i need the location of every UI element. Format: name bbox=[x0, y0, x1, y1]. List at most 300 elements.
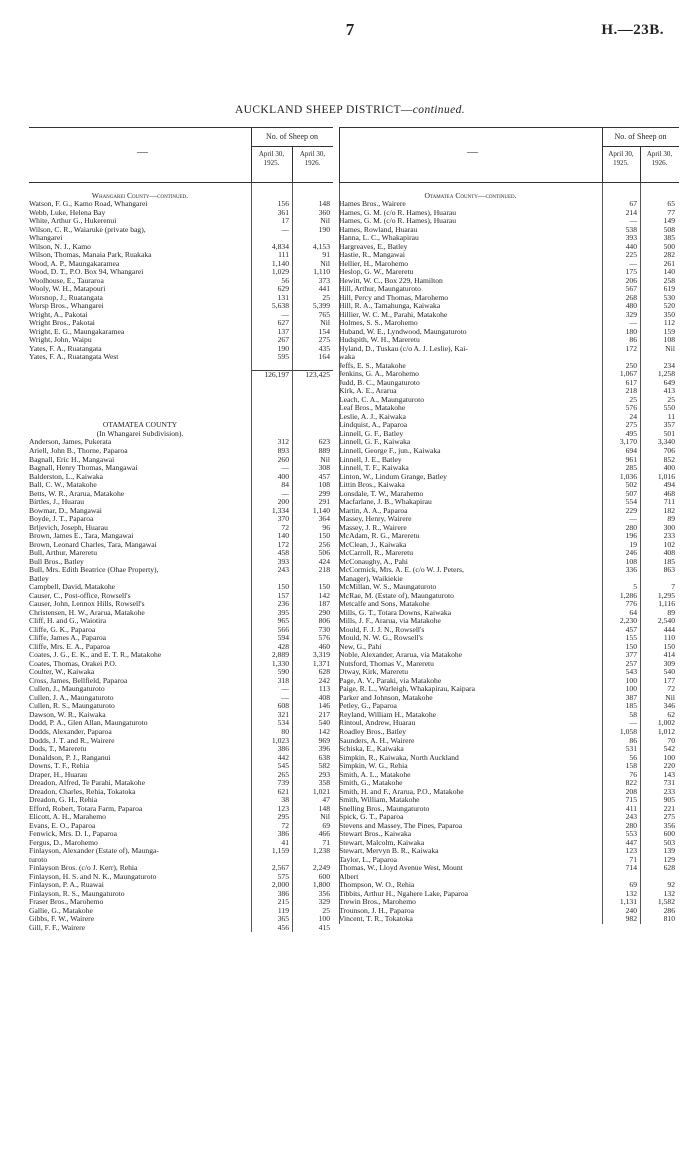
owner-name: Wright, John, Waipu bbox=[29, 336, 92, 345]
table-row bbox=[339, 251, 679, 260]
table-row bbox=[339, 345, 679, 354]
sheep-1925-cell: 257 bbox=[625, 658, 637, 668]
sheep-1926-cell bbox=[292, 183, 333, 192]
sheep-1926-cell: 234 bbox=[663, 360, 675, 370]
sheep-1926-cell: 7 bbox=[671, 582, 675, 592]
sheep-1926-cell: 628 bbox=[318, 667, 330, 677]
sheep-1925-cell: 982 bbox=[625, 914, 637, 924]
owner-name: Draper, H., Huarau bbox=[29, 770, 88, 779]
table-row bbox=[339, 702, 679, 711]
sheep-1925-cell: 190 bbox=[277, 343, 289, 353]
sheep-1925-cell: 361 bbox=[277, 207, 289, 217]
owner-name: Parker and Johnson, Matakohe bbox=[339, 693, 433, 702]
sheep-1925-cell bbox=[251, 404, 292, 413]
sheep-1926-cell: 142 bbox=[318, 590, 330, 600]
owner-name: Leach, C. A., Maungaturoto bbox=[339, 395, 424, 404]
owner-name: White, Arthur G., Hukerenui bbox=[29, 217, 117, 226]
sheep-1926-cell: 65 bbox=[667, 199, 675, 209]
sheep-1926-cell: 154 bbox=[318, 326, 330, 336]
owner-name: Dodd, P. A., Glen Allan, Maungaturoto bbox=[29, 719, 148, 728]
sheep-1926-cell: 810 bbox=[663, 914, 675, 924]
sheep-1926-cell: 1,371 bbox=[312, 658, 330, 668]
sheep-1926-cell: 468 bbox=[663, 488, 675, 498]
sheep-1926-cell: 1,800 bbox=[312, 880, 330, 890]
sheep-1925-cell: 776 bbox=[625, 599, 637, 609]
sheep-1925-cell: 240 bbox=[625, 905, 637, 915]
table-row bbox=[339, 328, 679, 337]
sheep-1925-cell: 196 bbox=[625, 531, 637, 541]
owner-name: Donaldson, P. J., Ranganui bbox=[29, 753, 111, 762]
owner-name: Wilson, Thomas, Manaia Park, Ruakaka bbox=[29, 251, 152, 260]
sheep-1925-cell: 86 bbox=[629, 735, 637, 745]
sheep-1926-cell: 520 bbox=[663, 301, 675, 311]
owner-name: Brown, Leonard Charles, Tara, Mangawai bbox=[29, 540, 157, 549]
sheep-1926-cell: 350 bbox=[663, 309, 675, 319]
owner-name bbox=[339, 183, 602, 192]
sheep-1925-cell bbox=[251, 396, 292, 405]
owner-name: Bull, Mrs. Edith Beatrice (Ohae Property), bbox=[29, 566, 159, 575]
sheep-1926-cell: 132 bbox=[663, 888, 675, 898]
sheep-1925-cell: 1,131 bbox=[619, 897, 637, 907]
sheep-1925-cell: 1,330 bbox=[271, 658, 289, 668]
owner-name: Smith, H. and F., Ararua, P.O., Matakohe bbox=[339, 787, 464, 796]
sheep-1926-cell: 346 bbox=[663, 701, 675, 711]
owner-name: Ball, C. W., Matakohe bbox=[29, 481, 97, 490]
sheep-1925-cell: 329 bbox=[625, 309, 637, 319]
section-heading bbox=[29, 421, 333, 430]
owner-name: Evans, E. O., Paparoa bbox=[29, 821, 96, 830]
sheep-1925-cell: 24 bbox=[629, 411, 637, 421]
sheep-1925-cell: 72 bbox=[281, 820, 289, 830]
sheep-1926-cell: 969 bbox=[318, 735, 330, 745]
sheep-1926-cell: 291 bbox=[318, 497, 330, 507]
sheep-1925-cell: 2,889 bbox=[271, 650, 289, 660]
owner-name: Massey, Henry, Wairere bbox=[339, 515, 412, 524]
sheep-1926-cell: 730 bbox=[318, 624, 330, 634]
sheep-1925-cell: 71 bbox=[629, 854, 637, 864]
sheep-1925-cell: — bbox=[629, 318, 637, 328]
sheep-1926-cell: 356 bbox=[663, 820, 675, 830]
sheep-1926-cell: 852 bbox=[663, 454, 675, 464]
sheep-1925-cell: 86 bbox=[629, 335, 637, 345]
sheep-1925-cell: 280 bbox=[625, 522, 637, 532]
sheep-1926-cell: Nil bbox=[320, 318, 330, 328]
sheep-1925-cell: 502 bbox=[625, 480, 637, 490]
owner-name: Yates, F. A., Ruatangata West bbox=[29, 353, 119, 362]
sheep-1925-cell: 400 bbox=[277, 471, 289, 481]
sheep-1926-cell bbox=[292, 413, 333, 422]
table-row bbox=[29, 566, 333, 575]
sheep-1925-cell: 100 bbox=[625, 675, 637, 685]
owner-name: Wood, A. P., Maungakaramea bbox=[29, 259, 120, 268]
owner-name: Finlayson, P. A., Ruawai bbox=[29, 881, 104, 890]
sheep-1926-cell: 258 bbox=[663, 275, 675, 285]
owner-name: Hewitt, W. C., Box 229, Hamilton bbox=[339, 276, 443, 285]
sheep-1925-cell: 208 bbox=[625, 786, 637, 796]
sheep-1926-cell: 706 bbox=[663, 445, 675, 455]
sheep-1926-cell: 293 bbox=[318, 769, 330, 779]
owner-name: Dreadon, Alfred, Te Parahi, Matakohe bbox=[29, 779, 145, 788]
owner-name bbox=[29, 387, 251, 396]
owner-name: Dodds, J. T. and R., Wairere bbox=[29, 736, 115, 745]
owner-name: Causer, John, Lennox Hills, Rowsell's bbox=[29, 600, 145, 609]
sheep-1926-cell: 415 bbox=[318, 922, 330, 932]
sheep-1925-cell: 246 bbox=[625, 548, 637, 558]
owner-name: Fenwick, Mrs. D. I., Paparoa bbox=[29, 830, 117, 839]
sheep-1925-cell: 172 bbox=[277, 539, 289, 549]
sheep-1926-cell bbox=[292, 362, 333, 371]
owner-name: Mould, F. J. J. N., Rowsell's bbox=[339, 625, 425, 634]
owner-name: Rintoul, Andrew, Huarau bbox=[339, 719, 416, 728]
owner-name: Linton, W., Lindum Grange, Batley bbox=[339, 472, 447, 481]
sheep-1925-cell: 386 bbox=[277, 744, 289, 754]
owner-name: Hill, Arthur, Maungaturoto bbox=[339, 285, 421, 294]
column-divider bbox=[339, 128, 340, 182]
owner-name: Bagnall, Henry Thomas, Mangawai bbox=[29, 464, 138, 473]
owner-name: Wright, E. G., Maungakaramea bbox=[29, 327, 125, 336]
owner-name: Huband, W. E., Lyndwood, Maungaturoto bbox=[339, 327, 467, 336]
sheep-1926-cell bbox=[640, 183, 678, 192]
sheep-1926-cell: 1,116 bbox=[658, 599, 675, 609]
owner-name: Hillier, W. C. M., Parahi, Matakohe bbox=[339, 310, 448, 319]
table-row bbox=[339, 209, 679, 218]
sheep-1925-cell: — bbox=[629, 216, 637, 226]
sheep-1926-cell: 185 bbox=[663, 556, 675, 566]
table-row bbox=[339, 311, 679, 320]
sheep-1925-cell: 456 bbox=[277, 922, 289, 932]
owner-name: Gill, F. F., Wairere bbox=[29, 923, 86, 932]
owner-name: Whangarei bbox=[29, 234, 63, 243]
owner-name: Hellier, H., Marohemo bbox=[339, 259, 409, 268]
sheep-1926-cell: 457 bbox=[318, 471, 330, 481]
sheep-1926-cell: 108 bbox=[663, 335, 675, 345]
owner-name: Cross, James, Bellfield, Paparoa bbox=[29, 676, 128, 685]
sheep-1925-cell: 715 bbox=[625, 795, 637, 805]
sheep-1926-cell: 441 bbox=[318, 284, 330, 294]
sheep-1926-cell: 540 bbox=[663, 667, 675, 677]
sheep-1925-cell: — bbox=[281, 463, 289, 473]
owner-name: Betts, W. R., Ararua, Matakohe bbox=[29, 489, 125, 498]
sheep-1925-cell: 123 bbox=[625, 846, 637, 856]
section-heading bbox=[339, 192, 679, 201]
sheep-1926-cell: Nil bbox=[320, 216, 330, 226]
right-table-body bbox=[339, 183, 679, 924]
owner-name: Wood, D. T., P.O. Box 94, Whangarei bbox=[29, 268, 144, 277]
sheep-1926-cell: 143 bbox=[663, 769, 675, 779]
sheep-1925-cell: 67 bbox=[629, 199, 637, 209]
sheep-1926-cell: 290 bbox=[318, 607, 330, 617]
sheep-1925-cell: 140 bbox=[277, 531, 289, 541]
sheep-1925-cell: 218 bbox=[625, 386, 637, 396]
owner-name: Leslie, A. J., Kaiwaka bbox=[339, 412, 406, 421]
owner-name: Coulter, W., Kaiwaka bbox=[29, 668, 95, 677]
sheep-1925-cell: 285 bbox=[625, 463, 637, 473]
sheep-1926-cell: 300 bbox=[663, 522, 675, 532]
sheep-1925-cell: 965 bbox=[277, 616, 289, 626]
sheep-1925-cell: 250 bbox=[625, 360, 637, 370]
owner-name: McRae, M. (Estate of), Maungaturoto bbox=[339, 591, 454, 600]
sheep-1926-cell: 3,340 bbox=[657, 437, 675, 447]
table-row bbox=[339, 404, 679, 413]
table-row bbox=[29, 183, 333, 192]
sheep-1925-cell: 1,067 bbox=[619, 369, 637, 379]
sheep-1926-cell: 299 bbox=[318, 488, 330, 498]
sheep-1925-cell: 365 bbox=[277, 914, 289, 924]
owner-name: Wright Bros., Pakotai bbox=[29, 319, 95, 328]
sheep-1926-cell: 600 bbox=[318, 871, 330, 881]
sheep-1925-cell: 575 bbox=[277, 871, 289, 881]
sheep-1925-cell: 76 bbox=[629, 769, 637, 779]
sheep-1926-cell: 159 bbox=[663, 326, 675, 336]
owner-name: Wooly, W. H., Matapouri bbox=[29, 285, 106, 294]
sheep-1925-cell: 594 bbox=[277, 633, 289, 643]
sheep-1925-cell: 442 bbox=[277, 752, 289, 762]
sheep-1926-cell: 765 bbox=[318, 309, 330, 319]
sheep-1926-cell: 47 bbox=[322, 795, 330, 805]
sheep-1925-cell: 617 bbox=[625, 377, 637, 387]
sheep-1926-cell: 3,319 bbox=[312, 650, 330, 660]
owner-name: Nutsford, Thomas V., Mareretu bbox=[339, 659, 434, 668]
owner-name: Lindquist, A., Paparoa bbox=[339, 421, 408, 430]
sheep-1926-cell: Nil bbox=[665, 692, 675, 702]
owner-name: Cliffe, Mrs. E. A., Paparoa bbox=[29, 642, 111, 651]
table-row bbox=[29, 396, 333, 405]
sheep-1925-cell: 157 bbox=[277, 590, 289, 600]
owner-name: Yates, F. A., Ruatangata bbox=[29, 344, 102, 353]
sheep-1925-cell: 5,638 bbox=[271, 301, 289, 311]
owner-name: McMillan, W. S., Maungaturoto bbox=[339, 583, 437, 592]
sheep-1926-cell: 806 bbox=[318, 616, 330, 626]
sheep-1925-cell: 395 bbox=[277, 607, 289, 617]
sheep-1925-cell: 590 bbox=[277, 667, 289, 677]
sheep-1926-cell: 460 bbox=[318, 641, 330, 651]
sheep-1925-cell: — bbox=[281, 309, 289, 319]
sheep-1926-cell: 309 bbox=[663, 658, 675, 668]
sheep-1926-cell: 62 bbox=[667, 709, 675, 719]
sheep-1926-cell: 140 bbox=[663, 267, 675, 277]
sheep-1926-cell: 11 bbox=[667, 411, 675, 421]
owner-name: Stevens and Massey, The Pines, Paparoa bbox=[339, 821, 463, 830]
sheep-1926-cell: 89 bbox=[667, 607, 675, 617]
sheep-1926-cell: 619 bbox=[663, 284, 675, 294]
column-divider bbox=[640, 183, 641, 924]
owner-name: Mould, N. W. G., Rowsell's bbox=[339, 634, 423, 643]
owner-name: OTAMATEA COUNTY bbox=[102, 421, 178, 430]
owner-name: McCarroll, R., Mareretu bbox=[339, 549, 414, 558]
sheep-1926-cell: 148 bbox=[318, 199, 330, 209]
sheep-1925-cell: — bbox=[629, 718, 637, 728]
sheep-1926-cell: 110 bbox=[663, 633, 675, 643]
owner-name: Albert bbox=[339, 872, 359, 881]
page-title bbox=[0, 104, 700, 116]
sheep-1925-cell: 566 bbox=[277, 624, 289, 634]
sheep-1925-cell: 137 bbox=[277, 326, 289, 336]
owner-name: Trounson, J. H., Paparoa bbox=[339, 906, 415, 915]
table-row bbox=[29, 379, 333, 388]
sheep-1926-cell: 623 bbox=[318, 437, 330, 447]
document-reference: H.—23B. bbox=[601, 22, 664, 38]
sheep-1925-cell: 260 bbox=[277, 454, 289, 464]
sheep-1925-cell: — bbox=[281, 488, 289, 498]
owner-name: Stewart, Mervyn B. R., Kaiwaka bbox=[339, 847, 439, 856]
sheep-1926-cell: 364 bbox=[318, 514, 330, 524]
sheep-1925-cell: 386 bbox=[277, 829, 289, 839]
sheep-1926-cell: 863 bbox=[663, 565, 675, 575]
sheep-1926-cell: 444 bbox=[663, 624, 675, 634]
sheep-1926-cell: 142 bbox=[318, 727, 330, 736]
sheep-1925-cell: 595 bbox=[277, 352, 289, 362]
owner-name: Dods, T., Mareretu bbox=[29, 745, 87, 754]
sheep-1926-cell: 25 bbox=[322, 292, 330, 302]
owner-name: Hames, Rowland, Huarau bbox=[339, 225, 418, 234]
sheep-1926-cell: 329 bbox=[318, 897, 330, 907]
owner-name: Ariell, John B., Thorne, Paparoa bbox=[29, 446, 128, 455]
owner-name: Brown, James E., Tara, Mangawai bbox=[29, 532, 134, 541]
sheep-1925-cell: 5 bbox=[633, 582, 637, 592]
table-row bbox=[29, 387, 333, 396]
sheep-1926-cell: 217 bbox=[318, 709, 330, 719]
sheep-1926-cell: 102 bbox=[663, 539, 675, 549]
sheep-1925-cell: 38 bbox=[281, 795, 289, 805]
sheep-1926-cell: 2,540 bbox=[657, 616, 675, 626]
sheep-1925-cell: 155 bbox=[625, 633, 637, 643]
owner-name: Smith, A. L., Matakohe bbox=[339, 770, 411, 779]
sheep-1925-cell: 175 bbox=[625, 267, 637, 277]
sheep-1926-cell: 286 bbox=[663, 905, 675, 915]
sheep-1926-cell: 275 bbox=[318, 335, 330, 345]
sheep-1925-cell: 567 bbox=[625, 284, 637, 294]
owner-name: Dawson, W. R., Kaiwaka bbox=[29, 710, 106, 719]
owner-name: Worsnop, J., Ruatangata bbox=[29, 293, 103, 302]
owner-name: Christensen, H. W., Ararua, Matakohe bbox=[29, 608, 145, 617]
sheep-1925-cell: 150 bbox=[277, 582, 289, 592]
owner-name: (In Whangarei Subdivision). bbox=[96, 429, 184, 438]
sheep-1926-cell: 69 bbox=[322, 820, 330, 830]
owner-name: McConaughy, A., Pahi bbox=[339, 557, 408, 566]
sheep-1925-cell: 321 bbox=[277, 709, 289, 719]
sheep-1925-cell: 17 bbox=[281, 216, 289, 226]
owner-name: Taylor, L., Paparoa bbox=[339, 855, 397, 864]
sheep-1925-cell: 41 bbox=[281, 837, 289, 847]
owner-name bbox=[29, 370, 251, 379]
sheep-1925-cell: 1,023 bbox=[271, 735, 289, 745]
sheep-1925-cell: 312 bbox=[277, 437, 289, 447]
sheep-1925-cell: 458 bbox=[277, 548, 289, 558]
sheep-1925-cell bbox=[251, 379, 292, 388]
sheep-1925-cell: 123 bbox=[277, 803, 289, 813]
owner-name: Hames, G. M. (c/o R. Hames), Huarau bbox=[339, 217, 457, 226]
owner-name: Page, A. V., Paraki, via Matakohe bbox=[339, 676, 442, 685]
owner-name: Bull, Arthur, Mareretu bbox=[29, 549, 98, 558]
owner-name: Boyde, J. T., Paparoa bbox=[29, 515, 94, 524]
owner-name: Thompson, W. O., Rehia bbox=[339, 881, 415, 890]
sheep-1926-cell: 150 bbox=[318, 531, 330, 541]
sheep-1925-cell: 318 bbox=[277, 675, 289, 685]
sheep-1925-cell: 621 bbox=[277, 786, 289, 796]
sheep-1926-cell: 190 bbox=[318, 224, 330, 234]
sheep-1926-cell: 218 bbox=[318, 565, 330, 575]
owner-name: Causer, C., Post-office, Rowsell's bbox=[29, 591, 131, 600]
sheep-1926-cell bbox=[292, 404, 333, 413]
owner-name: McCormick, Mrs. A. E. (c/o W. J. Peters, bbox=[339, 566, 464, 575]
sheep-1926-cell: 357 bbox=[663, 420, 675, 430]
sheep-1926-cell: 638 bbox=[318, 752, 330, 762]
owner-name: Woolhouse, E., Tauraroa bbox=[29, 276, 104, 285]
owner-name: Stewart Bros., Kaiwaka bbox=[339, 830, 412, 839]
sheep-1926-cell: 5,399 bbox=[312, 301, 330, 311]
sheep-1925-cell: 131 bbox=[277, 292, 289, 302]
sheep-1926-cell: 711 bbox=[663, 497, 675, 507]
owner-name bbox=[29, 396, 251, 405]
owner-name: Finlayson, H. S. and N. K., Maungaturoto bbox=[29, 872, 157, 881]
sheep-1926-cell: 530 bbox=[663, 292, 675, 302]
sheep-1926-cell: 89 bbox=[667, 514, 675, 524]
sheep-1926-cell: 1,258 bbox=[657, 369, 675, 379]
table-row bbox=[29, 847, 333, 856]
sheep-1925-cell: 543 bbox=[625, 667, 637, 677]
sheep-1926-cell: 282 bbox=[663, 250, 675, 260]
owner-name: Balderston, L., Kaiwaka bbox=[29, 472, 104, 481]
april-1925-header: April 30, 1925. bbox=[258, 150, 285, 167]
sheep-1925-cell: 200 bbox=[277, 497, 289, 507]
sheep-1925-cell: 538 bbox=[625, 224, 637, 234]
sheep-1926-cell: Nil bbox=[320, 454, 330, 464]
sheep-1925-cell: 69 bbox=[629, 880, 637, 890]
sheep-1926-cell: 466 bbox=[318, 829, 330, 839]
sheep-1926-cell: 358 bbox=[318, 778, 330, 788]
sheep-1926-cell: 373 bbox=[318, 275, 330, 285]
sheep-1926-cell: Nil bbox=[320, 258, 330, 268]
owner-name: Bull Bros., Batley bbox=[29, 557, 84, 566]
owner-name: Kirk, A. E., Ararua bbox=[339, 387, 397, 396]
sheep-1926-cell bbox=[292, 396, 333, 405]
owner-name: Finlayson Bros. (c/o J. Kerr), Rehia bbox=[29, 864, 138, 873]
sheep-1926-cell: 91 bbox=[322, 250, 330, 260]
sheep-1925-cell: 1,058 bbox=[619, 727, 637, 736]
owner-name: Martin, A. A., Paparoa bbox=[339, 506, 408, 515]
sheep-1925-cell: 553 bbox=[625, 829, 637, 839]
sheep-1925-cell: 411 bbox=[625, 803, 637, 813]
table-row bbox=[339, 711, 679, 720]
owner-name: Coates, J. G., E. K., and E. T. R., Matakohe bbox=[29, 651, 162, 660]
sheep-1925-cell: 225 bbox=[625, 250, 637, 260]
owner-name: Bagnall, Eric H., Mangawai bbox=[29, 455, 115, 464]
owner-name: Mills, G. T., Totara Downs, Kaiwaka bbox=[339, 608, 452, 617]
owner-name: Jeffs, E. S., Matakohe bbox=[339, 361, 406, 370]
owner-name: Macfarlane, J. B., Whakapirau bbox=[339, 498, 432, 507]
owner-name: Noble, Alexander, Ararua, via Matakohe bbox=[339, 651, 463, 660]
sheep-1926-cell: 242 bbox=[318, 675, 330, 685]
sheep-1925-cell: 58 bbox=[629, 709, 637, 719]
sheep-1925-cell: 428 bbox=[277, 641, 289, 651]
sheep-1925-cell: 627 bbox=[277, 318, 289, 328]
sheep-1926-cell: 408 bbox=[318, 692, 330, 702]
sheep-1925-cell bbox=[251, 387, 292, 396]
owner-name: Metcalfe and Sons, Matakohe bbox=[339, 600, 430, 609]
sheep-1926-cell: 506 bbox=[318, 548, 330, 558]
table-row bbox=[339, 566, 679, 575]
sheep-1925-cell: 3,170 bbox=[619, 437, 637, 447]
sheep-1925-cell: 267 bbox=[277, 335, 289, 345]
owner-name: Wilson, C. R., Waiaruke (private bag), bbox=[29, 225, 146, 234]
table-row bbox=[339, 183, 679, 192]
sheep-1926-cell: 1,582 bbox=[657, 897, 675, 907]
april-1925-header: April 30, 1925. bbox=[608, 150, 634, 167]
sheep-1925-cell: 126,197 bbox=[251, 370, 292, 379]
owner-name: Hargreaves, E., Batley bbox=[339, 242, 408, 251]
owner-name bbox=[29, 379, 251, 388]
sheep-1925-cell: 236 bbox=[277, 599, 289, 609]
